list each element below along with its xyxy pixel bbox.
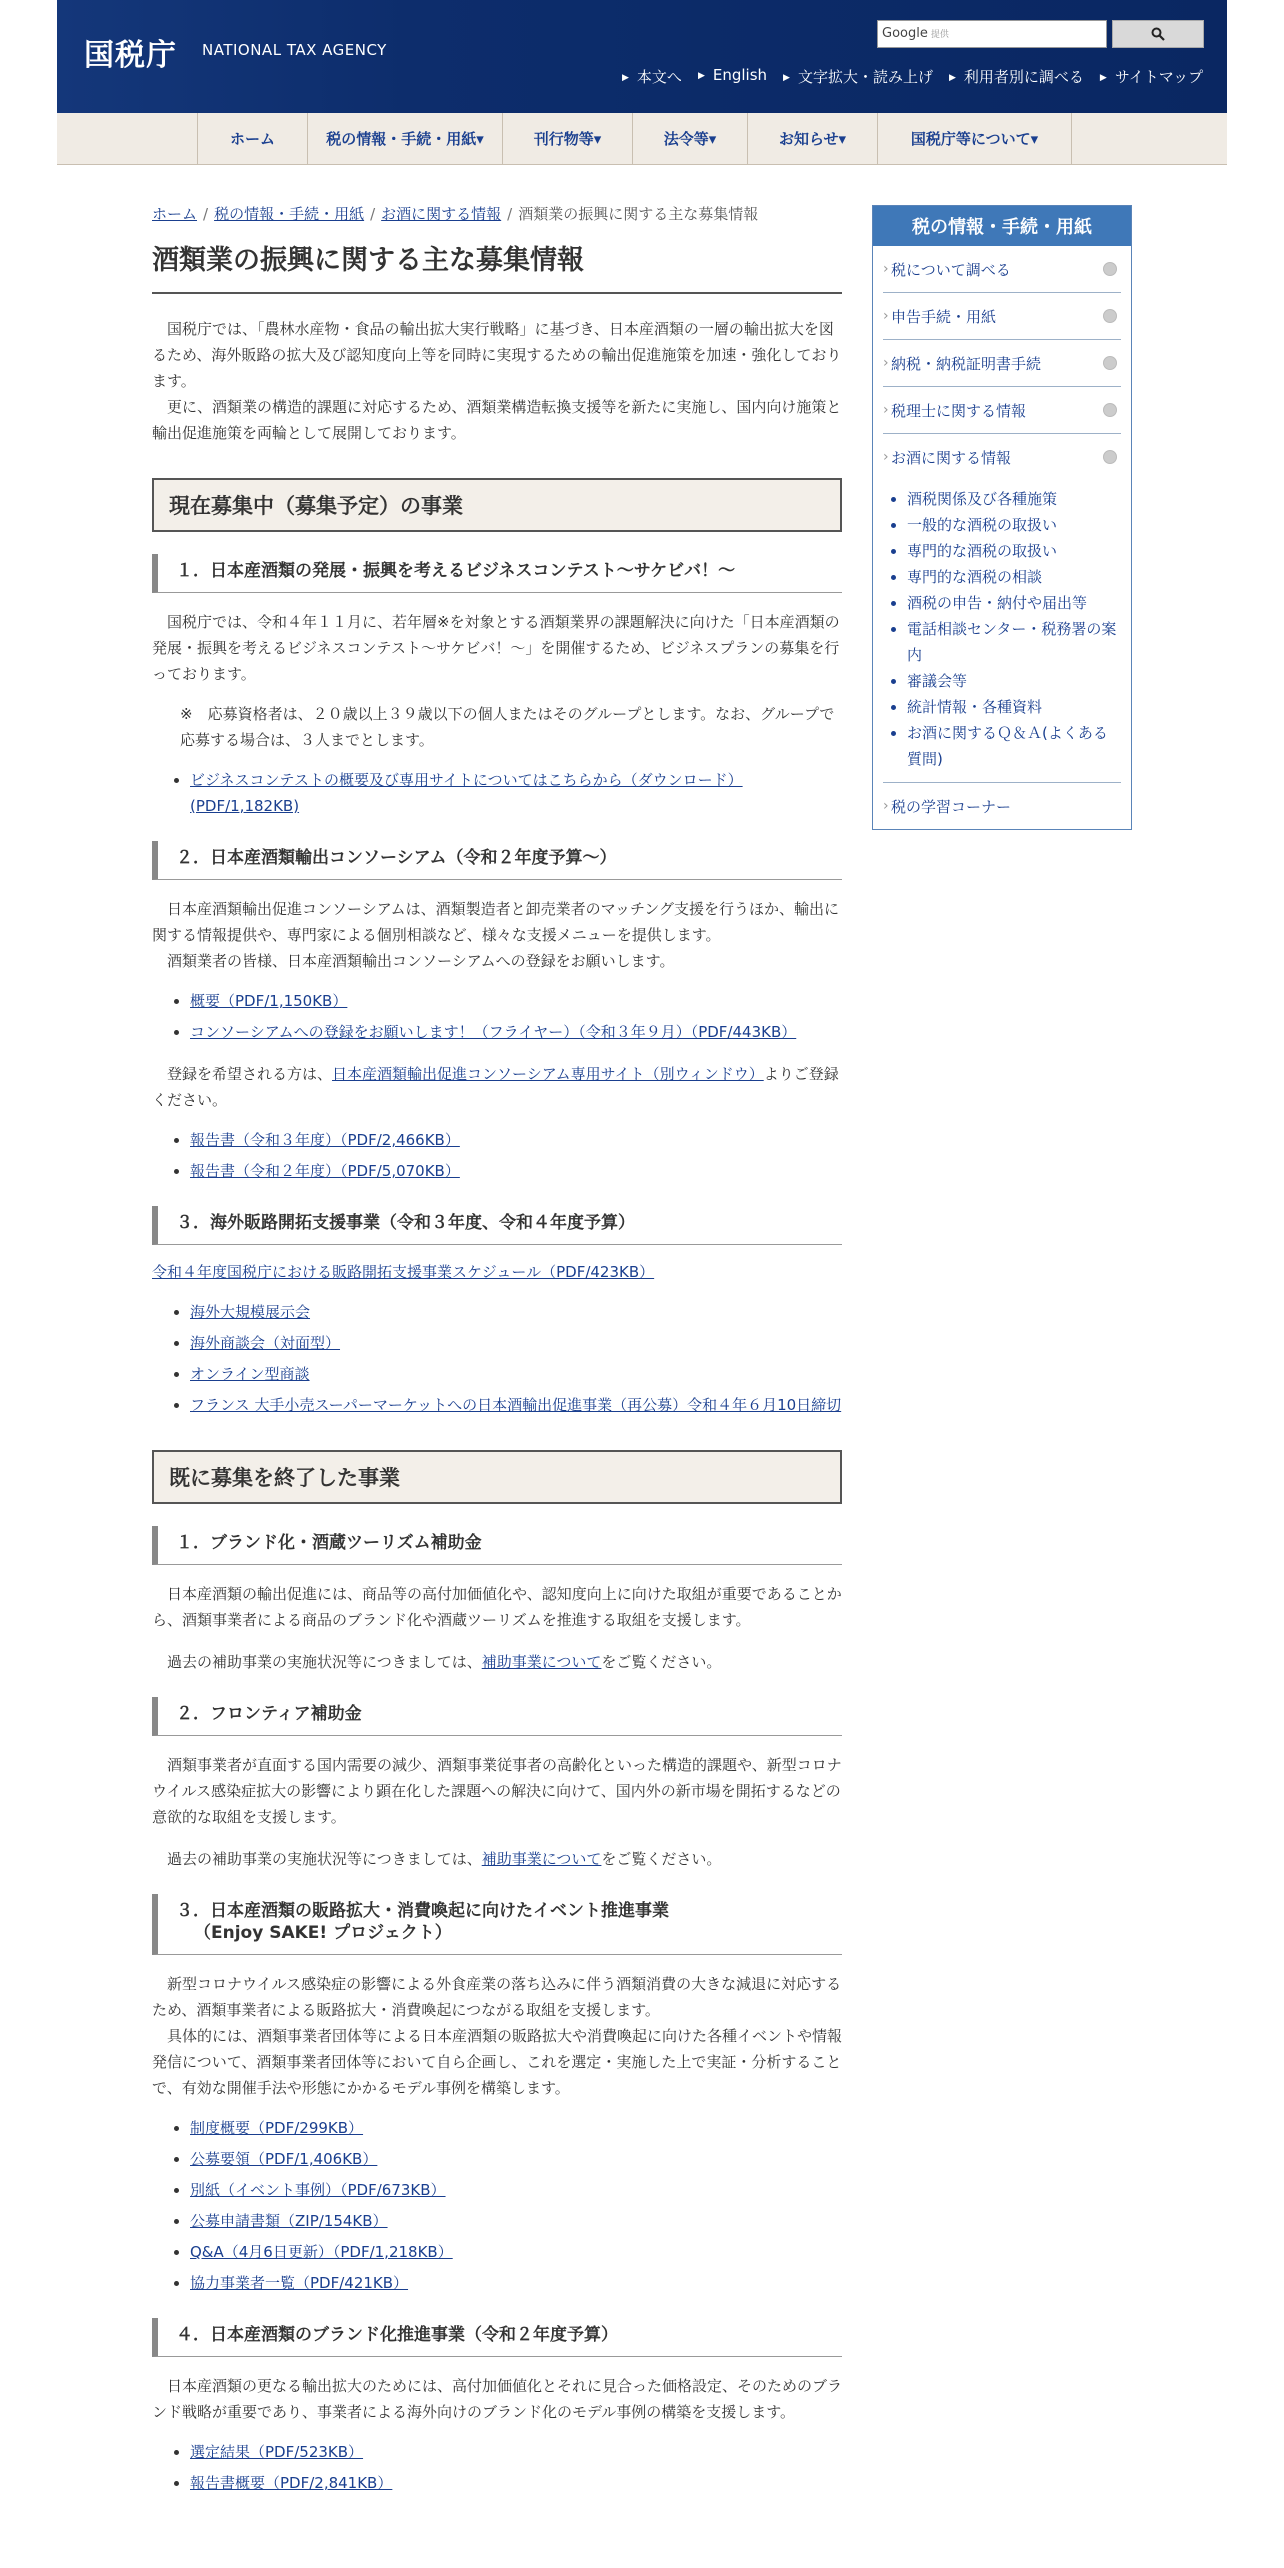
subsection-heading-line2: （Enjoy SAKE! プロジェクト） [194, 1923, 452, 1944]
paragraph: 登録を希望される方は、日本産酒類輸出促進コンソーシアム専用サイト（別ウィンドウ）よりご登録ください。 [152, 1065, 839, 1110]
subsection-heading: １．ブランド化・酒蔵ツーリズム補助金 [152, 1526, 842, 1565]
link-list [152, 2115, 842, 2296]
list-item [190, 1361, 842, 1387]
page-link[interactable]: 海外大規模展示会 [190, 1303, 311, 1322]
intro-paragraph: 国税庁では、「農林水産物・食品の輸出拡大実行戦略」に基づき、日本産酒類の一層の輸出拡大を図るため、海外販路の拡大及び認知度向上等を同時に実現するための輸出促進施策を加速・強化しております。 [152, 320, 842, 391]
sidebar-subitem[interactable]: • 酒税の申告・納付や届出等 [907, 590, 1121, 616]
sidebar-subitem[interactable]: • 専門的な酒税の相談 [907, 564, 1121, 590]
list-item [190, 1019, 842, 1045]
util-link-text-size[interactable]: ▶ 文字拡大・読み上げ [783, 66, 933, 87]
gnav-news[interactable]: お知らせ▾ [747, 113, 877, 164]
paragraph: 具体的には、酒類事業者団体等による日本産酒類の販路拡大や消費喚起に向けた各種イベントや情報発信について、酒類事業者団体等において自ら企画し、これを選定・実施した上で実証・分析することで、有効な開催手法や形態にかかるモデル事例を構築します。 [152, 2027, 843, 2098]
sidebar-item-filing[interactable]: › 申告手続・用紙 [883, 293, 1121, 340]
download-link[interactable]: 報告書（令和２年度）（PDF/5,070KB） [190, 1162, 460, 1181]
page-link[interactable]: フランス 大手小売スーパーマーケットへの日本酒輸出促進事業（再公募）令和４年６月10日締切 [190, 1396, 842, 1415]
circle-icon [1103, 356, 1117, 370]
paragraph: 日本産酒類の更なる輸出拡大のためには、高付加価値化とそれに見合った価格設定、そのためのブランド戦略が重要であり、事業者による海外向けのブランド化のモデル事例の構築を支援します。 [152, 2377, 843, 2422]
page-link[interactable]: 海外商談会（対面型） [190, 1334, 341, 1353]
gnav-laws[interactable]: 法令等▾ [632, 113, 747, 164]
paragraph: 酒類業者の皆様、日本産酒類輸出コンソーシアムへの登録をお願いします。 [167, 952, 675, 971]
breadcrumb: ホーム / 税の情報・手続・用紙 / お酒に関する情報 / 酒類業の振興に関する主な募集情報 [152, 205, 759, 223]
paragraph: 酒類事業者が直面する国内需要の減少、酒類事業従事者の高齢化といった構造的課題や、新型コロナウイルス感染症拡大の影響により顕在化した課題への解決に向けて、国内外の新市場を開拓するなどの意欲的な取組を支援します。 [152, 1756, 842, 1827]
list-item [190, 1127, 842, 1153]
list-item [190, 2208, 842, 2234]
subsidy-link[interactable]: 補助事業について [481, 1850, 602, 1869]
paragraph: 日本産酒類輸出促進コンソーシアムは、酒類製造者と卸売業者のマッチング支援を行うほか、輸出に関する情報提供や、専門家による個別相談など、様々な支援メニューを提供します。 [152, 900, 840, 945]
sidebar-item-learning[interactable]: › 税の学習コーナー [883, 783, 1121, 829]
util-link-english[interactable]: ▶ English [698, 66, 767, 87]
sidebar-subitem[interactable]: • 専門的な酒税の取扱い [907, 538, 1121, 564]
download-link[interactable]: ビジネスコンテストの概要及び専用サイトについてはこちらから（ダウンロード）(PDF/1,182KB) [190, 771, 743, 816]
link-list [152, 1299, 842, 1418]
sidebar-subitem[interactable]: • 電話相談センター・税務署の案内 [907, 616, 1121, 668]
sidebar-subitem[interactable]: • 酒税関係及び各種施策 [907, 486, 1121, 512]
list-item [190, 2177, 842, 2203]
paragraph: 日本産酒類の輸出促進には、商品等の高付加価値化や、認知度向上に向けた取組が重要であることから、酒類事業者による商品のブランド化や酒蔵ツーリズムを推進する取組を支援します。 [152, 1585, 842, 1630]
sidebar-title[interactable]: 税の情報・手続・用紙 [873, 206, 1131, 246]
list-item [190, 1392, 842, 1418]
sidebar-subitem[interactable]: • 統計情報・各種資料 [907, 694, 1121, 720]
download-link[interactable]: 協力事業者一覧（PDF/421KB） [190, 2274, 409, 2293]
page-link[interactable]: オンライン型商談 [190, 1365, 310, 1384]
download-link[interactable]: コンソーシアムへの登録をお願いします！（フライヤー）（令和３年９月）（PDF/443KB） [190, 1023, 797, 1042]
sidebar-item-research[interactable]: › 税について調べる [883, 246, 1121, 293]
search-button[interactable] [1112, 20, 1204, 48]
global-nav [57, 113, 1227, 165]
sidebar-subitem[interactable]: • お酒に関するＱ＆Ａ(よくある質問) [907, 720, 1121, 772]
link-list [152, 2439, 842, 2496]
note: ※ 応募資格者は、２０歳以上３９歳以下の個人またはそのグループとします。なお、グループで応募する場合は、３人までとします。 [180, 705, 835, 750]
subsection-heading: ３．海外販路開拓支援事業（令和３年度、令和４年度予算） [152, 1206, 842, 1245]
sidebar-sublist [883, 480, 1121, 783]
subsection-heading: ４．日本産酒類のブランド化推進事業（令和２年度予算） [152, 2318, 842, 2357]
sidebar-item-sake[interactable]: › お酒に関する情報 [883, 434, 1121, 480]
intro [152, 316, 842, 446]
site-header [57, 0, 1227, 113]
util-link-main[interactable]: ▶ 本文へ [622, 66, 682, 87]
circle-icon [1103, 262, 1117, 276]
gnav-publications[interactable]: 刊行物等▾ [502, 113, 632, 164]
sidebar-item-payment[interactable]: › 納税・納税証明書手続 [883, 340, 1121, 387]
link-list [152, 1127, 842, 1184]
download-link[interactable]: 選定結果（PDF/523KB） [190, 2443, 364, 2462]
gnav-home[interactable]: ホーム [197, 113, 307, 164]
breadcrumb-home[interactable]: ホーム [152, 205, 198, 223]
page-title: 酒類業の振興に関する主な募集情報 [152, 243, 842, 294]
subsection-heading: ２．日本産酒類輸出コンソーシアム（令和２年度予算～） [152, 841, 842, 880]
download-link[interactable]: Q&A（4月6日更新）（PDF/1,218KB） [190, 2243, 453, 2262]
list-item [190, 2270, 842, 2296]
download-link[interactable]: 公募申請書類（ZIP/154KB） [190, 2212, 388, 2231]
list-item [190, 988, 842, 1014]
list-item [190, 1330, 842, 1356]
util-link-by-user[interactable]: ▶ 利用者別に調べる [949, 66, 1084, 87]
download-link[interactable]: 報告書（令和３年度）（PDF/2,466KB） [190, 1131, 460, 1150]
search-input[interactable] [877, 20, 1107, 48]
sidebar [872, 205, 1132, 830]
breadcrumb-sake-info[interactable]: お酒に関する情報 [381, 205, 502, 223]
subsidy-link[interactable]: 補助事業について [481, 1653, 602, 1672]
paragraph: 過去の補助事業の実施状況等につきましては、補助事業についてをご覧ください。 [167, 1850, 722, 1869]
paragraph: 過去の補助事業の実施状況等につきましては、補助事業についてをご覧ください。 [167, 1653, 722, 1672]
list-item [190, 767, 842, 819]
sidebar-subitem[interactable]: • 一般的な酒税の取扱い [907, 512, 1121, 538]
section-heading-current: 現在募集中（募集予定）の事業 [152, 478, 842, 532]
schedule-link[interactable]: 令和４年度国税庁における販路開拓支援事業スケジュール（PDF/423KB） [152, 1263, 655, 1282]
site-logo-en: NATIONAL TAX AGENCY [202, 41, 387, 59]
list-item [190, 2239, 842, 2265]
util-link-sitemap[interactable]: ▶ サイトマップ [1100, 66, 1203, 87]
consortium-site-link[interactable]: 日本産酒類輸出促進コンソーシアム専用サイト（別ウィンドウ） [332, 1065, 764, 1084]
list-item [190, 2470, 842, 2496]
list-item [190, 2115, 842, 2141]
list-item [190, 1299, 842, 1325]
gnav-tax-info[interactable]: 税の情報・手続・用紙▾ [307, 113, 502, 164]
breadcrumb-current: 酒類業の振興に関する主な募集情報 [518, 205, 759, 223]
sidebar-subitem[interactable]: • 審議会等 [907, 668, 1121, 694]
subsection-heading: ２．フロンティア補助金 [152, 1697, 842, 1736]
list-item [190, 1158, 842, 1184]
subsection-heading [152, 1894, 842, 1955]
circle-icon [1103, 450, 1117, 464]
sidebar-item-tax-accountant[interactable]: › 税理士に関する情報 [883, 387, 1121, 434]
paragraph: 国税庁では、令和４年１１月に、若年層※を対象とする酒類業界の課題解決に向けた「日本産酒類の発展・振興を考えるビジネスコンテスト～サケビバ！～」を開催するため、ビジネスプランの募集を行っております。 [152, 613, 840, 684]
download-link[interactable]: 報告書概要（PDF/2,841KB） [190, 2474, 393, 2493]
circle-icon [1103, 309, 1117, 323]
search-icon [1151, 27, 1165, 41]
download-link[interactable]: 別紙（イベント事例）（PDF/673KB） [190, 2181, 446, 2200]
search-brand: Google 提供 [882, 26, 949, 41]
download-link[interactable]: 概要（PDF/1,150KB） [190, 992, 348, 1011]
download-link[interactable]: 公募要領（PDF/1,406KB） [190, 2150, 378, 2169]
circle-icon [1103, 403, 1117, 417]
download-link[interactable]: 制度概要（PDF/299KB） [190, 2119, 364, 2138]
link-list [152, 988, 842, 1045]
subsection-heading: １．日本産酒類の発展・振興を考えるビジネスコンテスト～サケビバ！～ [152, 554, 842, 593]
gnav-about[interactable]: 国税庁等について▾ [877, 113, 1072, 164]
site-logo[interactable]: 国税庁 [84, 38, 177, 73]
utility-nav [622, 66, 1203, 87]
paragraph: 新型コロナウイルス感染症の影響による外食産業の落ち込みに伴う酒類消費の大きな減退に対応するため、酒類事業者による販路拡大・消費喚起につながる取組を支援します。 [152, 1975, 842, 2020]
list-item [190, 2439, 842, 2465]
link-list [152, 767, 842, 819]
main-content [152, 243, 842, 2501]
subsection-heading-line1: ３．日本産酒類の販路拡大・消費喚起に向けたイベント推進事業 [176, 1901, 669, 1922]
intro-paragraph: 更に、酒類業の構造的課題に対応するため、酒類業構造転換支援等を新たに実施し、国内向け施策と輸出促進施策を両輪として展開しております。 [152, 398, 842, 443]
section-heading-ended: 既に募集を終了した事業 [152, 1450, 842, 1504]
breadcrumb-tax-info[interactable]: 税の情報・手続・用紙 [214, 205, 365, 223]
list-item [190, 2146, 842, 2172]
